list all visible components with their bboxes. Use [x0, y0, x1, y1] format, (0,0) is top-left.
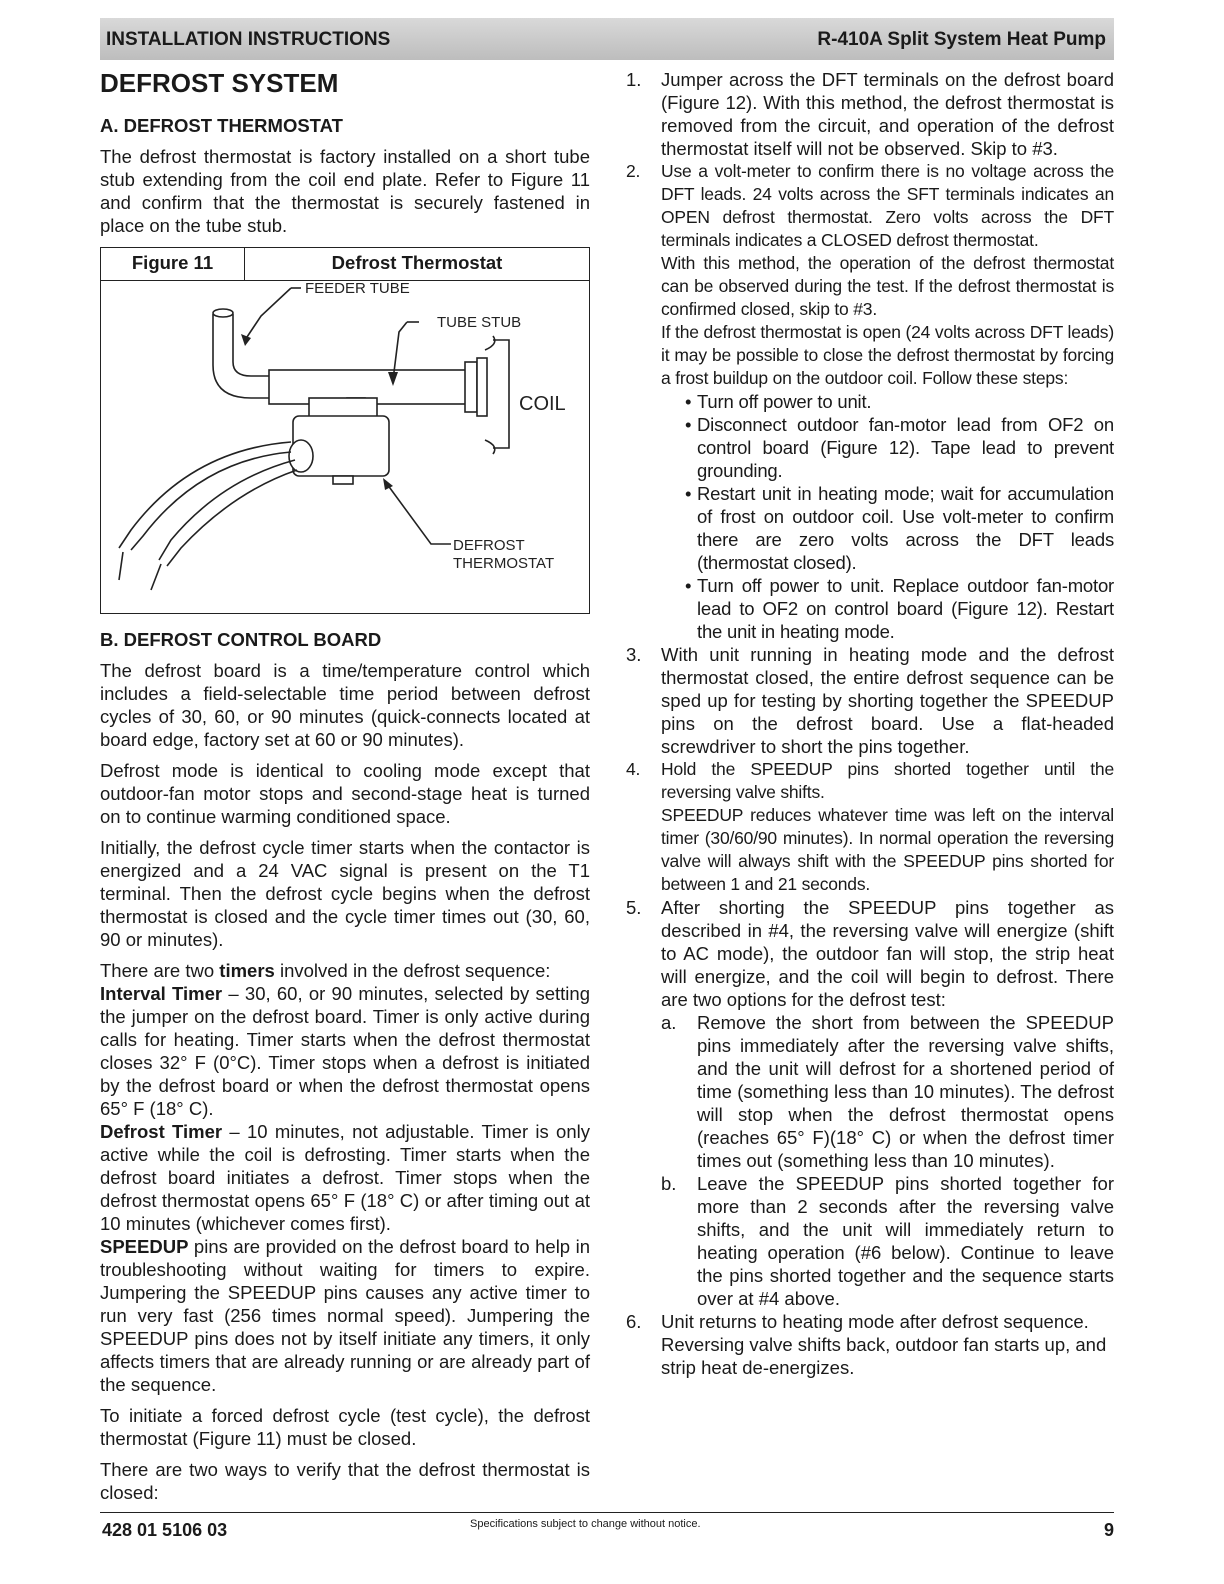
coil-curve-top	[485, 336, 495, 350]
feeder-leader	[245, 288, 291, 340]
label-thermostat: THERMOSTAT	[453, 555, 555, 572]
figure-title: Defrost Thermostat	[331, 252, 503, 273]
frost-step-2: • Disconnect outdoor fan-motor lead from OF2 on control board (Figure 12). Tape lead to prevent grounding.	[681, 413, 1114, 482]
wire-1	[119, 442, 291, 548]
thermostat-arrowhead	[383, 478, 393, 490]
section-a-paragraph: The defrost thermostat is factory installed on a short tube stub extending from the coil end plate. Refer to Figure 11 and confirm that the thermostat is securely fastened in place on the tube stub.	[100, 146, 590, 236]
section-a-heading: A. DEFROST THERMOSTAT	[100, 115, 343, 136]
speedup-para: SPEEDUP pins are provided on the defrost board to help in troubleshooting without waiting for timers to expire. Jumpering the SPEEDUP pins causes any active timer to run very fast (256 times normal speed). Jumpering the SPEEDUP pins does not by itself initiate any timers, it only affects timers that are already running or are already part of the sequence.	[100, 1236, 590, 1395]
wire-end-2	[151, 564, 161, 590]
label-feeder-tube: FEEDER TUBE	[305, 280, 410, 297]
figure-number: Figure 11	[101, 248, 245, 280]
right-column	[626, 68, 1114, 1379]
option-a: a. Remove the short from between the SPEEDUP pins immediately after the reversing valve shifts, and the unit will defrost for a shortened period of time (something less than 10 minutes). The defrost will stop when the defrost thermostat opens (reaches 65° F)(18° C) or when the defrost timer times out (something less than 10 minutes).	[661, 1012, 1114, 1171]
wire-2b	[167, 470, 297, 566]
step-4: 4. Hold the SPEEDUP pins shorted together until the reversing valve shifts. SPEEDUP reduces whatever time was left on the interval timer (30/60/90 minutes). In normal operation the reversing valve will always shift with the SPEEDUP pins shorted for between 1 and 21 seconds.	[626, 759, 1114, 894]
section-b-para-6: There are two ways to verify that the defrost thermostat is closed:	[100, 1459, 590, 1503]
step-6: 6. Unit returns to heating mode after defrost sequence. Reversing valve shifts back, outdoor fan starts up, and strip heat de-energizes.	[626, 1311, 1107, 1378]
feeder-arrowhead	[241, 334, 251, 346]
footer-divider	[100, 1512, 1114, 1513]
feeder-tube-inner	[233, 314, 269, 376]
coil-curve-bottom	[485, 440, 495, 454]
frost-step-1: • Turn off power to unit.	[681, 390, 1114, 413]
section-b-heading: B. DEFROST CONTROL BOARD	[100, 629, 382, 650]
verification-steps	[626, 68, 1114, 1379]
frost-step-4: • Turn off power to unit. Replace outdoor fan-motor lead to OF2 on control board (Figure 12). Restart the unit in heating mode.	[681, 574, 1114, 643]
defrost-test-options	[661, 1011, 1114, 1310]
section-b-para-3: Initially, the defrost cycle timer starts when the contactor is energized and a 24 VAC signal is present on the T1 terminal. Then the defrost cycle begins when the defrost thermostat is closed and the cycle timer times out (30, 60, 90 or minutes).	[100, 837, 590, 950]
frost-steps-list	[661, 390, 1114, 643]
section-b-para-4: There are two timers involved in the defrost sequence:	[100, 960, 551, 981]
defrost-thermostat-diagram	[101, 280, 589, 612]
wire-end-1	[119, 552, 123, 580]
section-b-para-1: The defrost board is a time/temperature control which includes a field-selectable time period between defrost cycles of 30, 60, or 90 minutes (quick-connects located at board edge, factory set at 60 or 90 minutes).	[100, 660, 590, 750]
page-header	[100, 18, 1114, 60]
page-number: 9	[1103, 1520, 1114, 1540]
figure-header	[101, 248, 589, 281]
section-b-para-5: To initiate a forced defrost cycle (test cycle), the defrost thermostat (Figure 11) must be closed.	[100, 1405, 590, 1449]
feeder-tube-outer	[213, 314, 269, 398]
footer-notice: Specifications subject to change without notice.	[470, 1518, 701, 1530]
option-b: b. Leave the SPEEDUP pins shorted together for more than 2 seconds after the reversing valve shifts, and the unit will immediately return to heating operation (#6 below). Continue to leave the pins shorted together and the sequence starts over at #4 above.	[661, 1173, 1114, 1309]
header-product-title: R-410A Split System Heat Pump	[817, 29, 1106, 50]
header-section-title: INSTALLATION INSTRUCTIONS	[106, 29, 391, 50]
frost-step-3: • Restart unit in heating mode; wait for accumulation of frost on outdoor coil. Use volt-meter to confirm there are zero volts across the DFT leads (thermostat closed).	[681, 482, 1114, 574]
coil-fitting	[465, 362, 477, 412]
thermostat-cap	[309, 398, 377, 418]
section-b-para-2: Defrost mode is identical to cooling mode except that outdoor-fan motor stops and second-stage heat is turned on to continue warming conditioned space.	[100, 760, 590, 827]
label-defrost: DEFROST	[453, 537, 525, 554]
footer-doc-number: 428 01 5106 03	[102, 1520, 228, 1540]
thermostat-base	[333, 476, 353, 484]
step-3: 3. With unit running in heating mode and the defrost thermostat closed, the entire defrost sequence can be sped up for testing by shorting together the SPEEDUP pins on the defrost board. Use a flat-headed screwdriver to short the pins together.	[626, 644, 1114, 757]
thermostat-leader	[387, 484, 451, 544]
label-coil: COIL	[519, 393, 566, 415]
feeder-tube-end	[213, 309, 233, 317]
coil-end-plate	[493, 340, 509, 448]
step-5: 5. After shorting the SPEEDUP pins together as described in #4, the reversing valve will energize (shift to AC mode), the outdoor fan will stop, the strip heat will energize, and the coil will begin to defrost. There are two options for the defrost test: a. Remove the short from between the SPEEDUP pins immediately after the reversing valve shifts, and the unit will defrost for a shortened period of time (something less than 10 minutes). The defrost will stop when the defrost thermostat opens (reaches 65° F)(18° C) or when the defrost timer times out (something less than 10 minutes). b. Leave the SPEEDUP pins shorted together for more than 2 seconds after the reversing valve shifts, and the unit will immediately return to heating operation (#6 below). Continue to leave the pins shorted together and the sequence starts over at #4 above.	[626, 897, 1114, 1309]
label-tube-stub: TUBE STUB	[437, 314, 522, 331]
wire-2	[159, 460, 295, 560]
wire-grommet	[289, 440, 313, 472]
step-2: 2. Use a volt-meter to confirm there is no voltage across the DFT leads. 24 volts across the SFT terminals indicates an OPEN defrost thermostat. Zero volts across the DFT terminals indicates a CLOSED defrost thermostat. With this method, the operation of the defrost thermostat can be observed during the test. If the defrost thermostat is confirmed closed, skip to #3. If the defrost thermostat is open (24 volts across DFT leads) it may be possible to close the defrost thermostat by forcing a frost buildup on the outdoor coil. Follow these steps: • Turn off power to unit. • Disconnect outdoor fan-motor lead from OF2 on control board (Figure 12). Tape lead to prevent grounding. • Restart unit in heating mode; wait for accumulation of frost on outdoor coil. Use volt-meter to confirm there are zero volts across the DFT leads (thermostat closed). • Turn off power to unit. Replace outdoor fan-motor lead to OF2 on control board (Figure 12). Restart the unit in heating mode.	[626, 160, 1114, 643]
coil-flange	[477, 358, 487, 416]
interval-timer-para: Interval Timer – 30, 60, or 90 minutes, selected by setting the jumper on the defrost board. Timer is only active during calls for heating. Timer starts when the defrost thermostat closes 32° F (0°C). Timer stops when a defrost is initiated by the defrost board or when the defrost thermostat opens 65° F (18° C).	[100, 983, 590, 1119]
left-column	[100, 66, 590, 1512]
figure-11	[100, 247, 590, 614]
step-1: 1. Jumper across the DFT terminals on the defrost board (Figure 12). With this method, the defrost thermostat is removed from the circuit, and operation of the defrost thermostat itself will not be observed. Skip to #3.	[626, 69, 1114, 159]
page-title: DEFROST SYSTEM	[100, 68, 339, 98]
defrost-timer-para: Defrost Timer – 10 minutes, not adjustable. Timer is only active while the coil is defrosting. Timer starts when the defrost board initiates a defrost. Timer stops when the defrost thermostat opens 65° F (18° C) or after timing out at 10 minutes (whichever comes first).	[100, 1121, 590, 1234]
